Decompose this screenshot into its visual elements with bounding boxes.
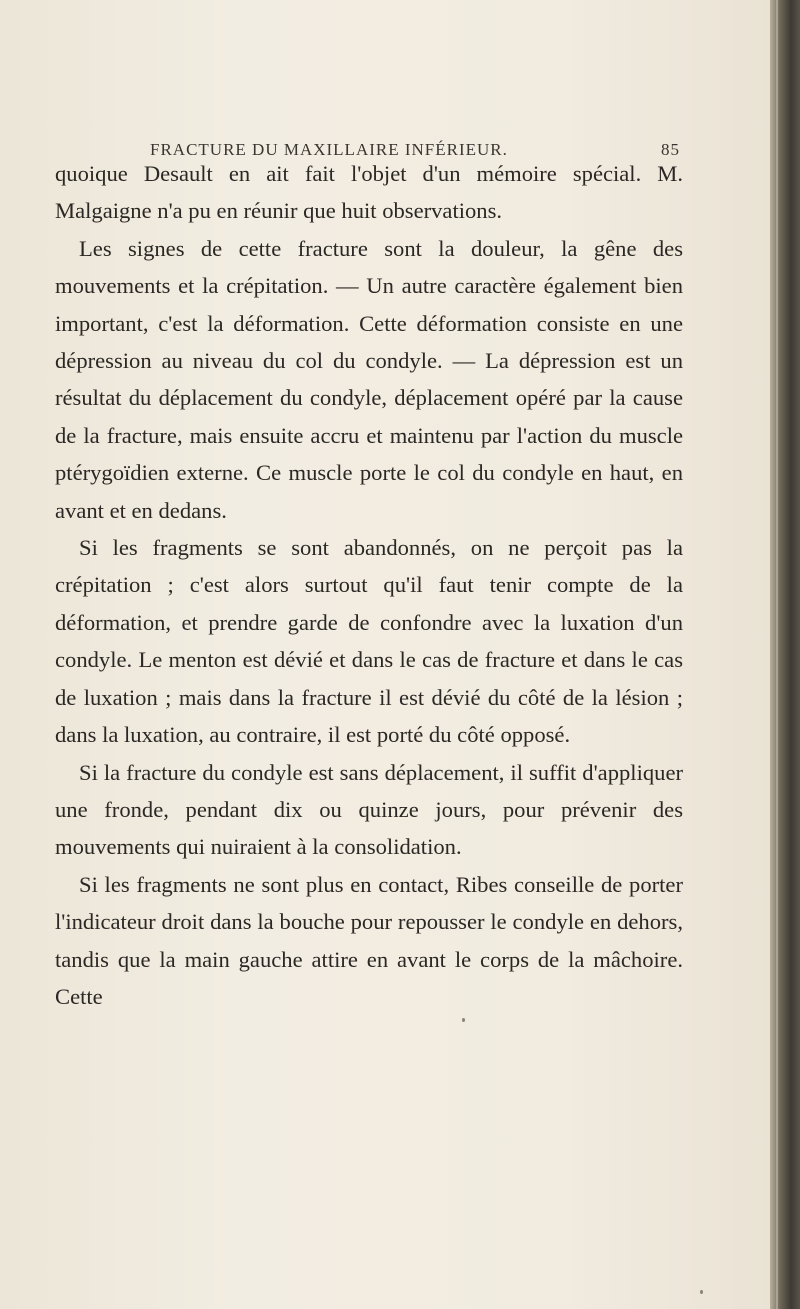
body-text [55, 155, 683, 1015]
paragraph: Si les fragments se sont abandonnés, on ne perçoit pas la crépitation ; c'est alors surtout qu'il faut tenir compte de la déformation, et prendre garde de confondre avec la luxation d'un condyle. Le menton est dévié et dans le cas de fracture et dans le cas de luxation ; mais dans la fracture il est dévié du côté de la lésion ; dans la luxation, au contraire, il est porté du côté opposé. [55, 535, 683, 748]
book-spine-edge [770, 0, 800, 1309]
page-number: 85 [661, 140, 680, 159]
paper-speck [462, 1018, 465, 1022]
paragraph: Les signes de cette fracture sont la douleur, la gêne des mouvements et la crépitation. — Un autre caractère également bien important, c'est la déformation. Cette déformation consiste en une dépression au niveau du col du condyle. — La dépression est un résultat du déplacement du condyle, déplacement opéré par la cause de la fracture, mais ensuite accru et maintenu par l'action du muscle ptérygoïdien externe. Ce muscle porte le col du condyle en haut, en avant et en dedans. [55, 235, 683, 523]
paragraph: Si la fracture du condyle est sans déplacement, il suffit d'appliquer une fronde, pendant dix ou quinze jours, pour prévenir des mouvements qui nuiraient à la consolidation. [55, 759, 683, 860]
paragraph: Si les fragments ne sont plus en contact, Ribes conseille de porter l'indicateur droit dans la bouche pour repousser le condyle en dehors, tandis que la main gauche attire en avant le corps de la mâchoire. Cette [55, 871, 683, 1009]
running-title: FRACTURE DU MAXILLAIRE INFÉRIEUR. [150, 140, 508, 159]
paragraph: quoique Desault en ait fait l'objet d'un mémoire spécial. M. Malgaigne n'a pu en réunir que huit observations. [55, 161, 683, 224]
paper-speck [700, 1290, 703, 1294]
